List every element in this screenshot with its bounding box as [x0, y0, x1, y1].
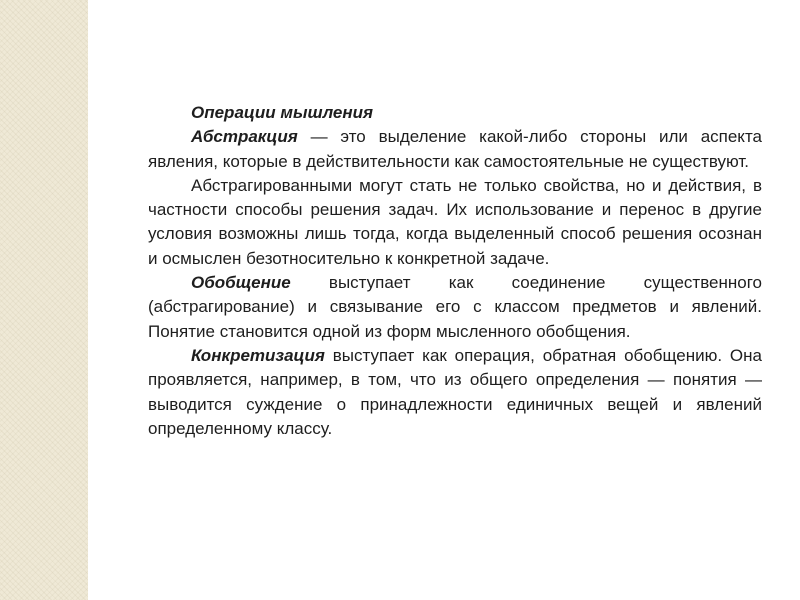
paragraph-concretization-text: выступает как операция, обратная обобщению. Она проявляется, например, в том, что из общего определения — понятия — выводится суждение о принадлежности единичных вещей и явлений определенному классу. [148, 345, 762, 438]
paragraph-abstraction-text: — это выделение какой-либо стороны или аспекта явления, которые в действительности как самостоятельные не существуют. [148, 127, 762, 171]
paragraph-abstracted [148, 174, 762, 271]
paragraph-generalization [148, 271, 762, 344]
slide-text-body [148, 101, 762, 441]
slide-title: Операции мышления [191, 103, 374, 122]
paragraph-concretization [148, 344, 762, 441]
paragraph-generalization-text: выступает как соединение существенного (абстрагирование) и связывание его с классом предметов и явлений. Понятие становится одной из форм мысленного обобщения. [148, 273, 762, 341]
term-generalization: Обобщение [191, 273, 291, 293]
term-concretization: Конкретизация [191, 345, 325, 365]
paragraph-abstraction [148, 125, 762, 174]
term-abstraction: Абстракция [191, 127, 298, 147]
decorative-side-band [0, 0, 88, 600]
paragraph-abstracted-text: Абстрагированными могут стать не только свойства, но и действия, в частности способы решения задач. Их использование и перенос в другие условия возможны лишь тогда, когда выделенный способ решения осознан и осмыслен безотносительно к конкретной задаче. [148, 175, 762, 268]
